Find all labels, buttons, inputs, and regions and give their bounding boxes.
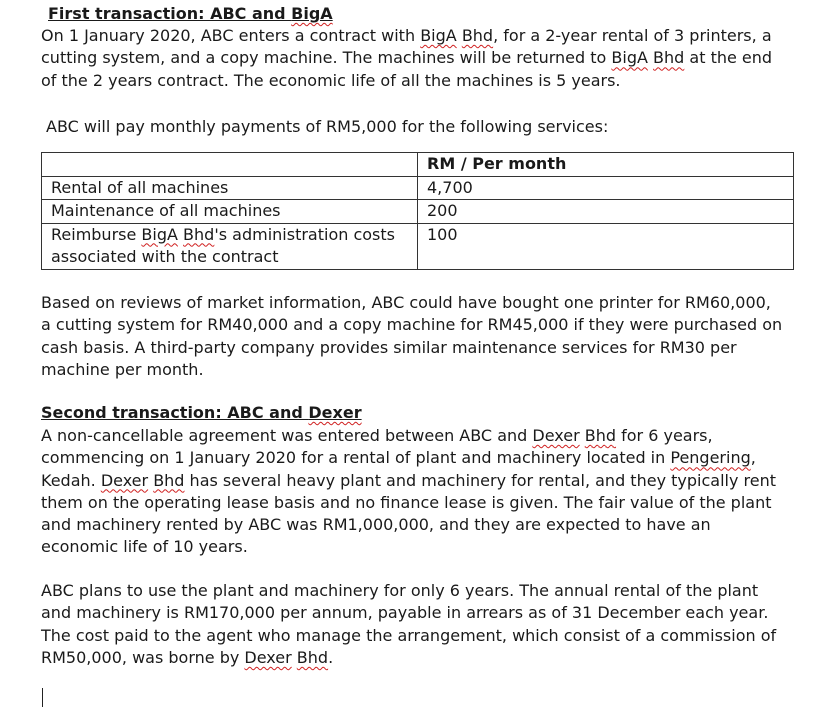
text-line: a cutting system for RM40,000 and a copy machine for RM45,000 if they were purchased on xyxy=(41,315,783,335)
amount-cell: 200 xyxy=(418,200,794,224)
table-row xyxy=(42,223,794,269)
section1-heading: First transaction: ABC and BigA xyxy=(48,4,333,23)
payment-intro xyxy=(46,116,806,138)
spelling-flag: BigA xyxy=(291,4,333,23)
table-header-cell xyxy=(42,153,418,177)
spelling-flag: Dexer xyxy=(308,403,362,422)
text-line: cutting system, and a copy machine. The machines will be returned to BigA Bhd at the end xyxy=(41,48,773,68)
spelling-flag: Bhd xyxy=(653,48,685,68)
section2-paragraph1 xyxy=(41,425,801,559)
section1-paragraph2 xyxy=(41,292,801,381)
section2-paragraph2 xyxy=(41,580,801,669)
table-row xyxy=(42,200,794,224)
text-line: and machinery rented by ABC was RM1,000,000, and they are expected to have an xyxy=(41,515,711,535)
spelling-flag: Dexer xyxy=(532,426,580,445)
spelling-flag: Bhd xyxy=(296,647,329,667)
text-line: The cost paid to the agent who manage the arrangement, which consist of a commission of xyxy=(41,625,777,645)
text-line: cash basis. A third-party company provides similar maintenance services for RM30 per xyxy=(41,337,737,357)
amount-cell: 4,700 xyxy=(418,176,794,200)
spelling-flag: Bhd xyxy=(461,26,494,45)
spelling-flag: BigA xyxy=(611,48,648,68)
text-line: machine per month. xyxy=(41,359,204,379)
spelling-flag: BigA xyxy=(141,224,178,244)
service-line: associated with the contract xyxy=(51,247,279,266)
text-line: RM50,000, was borne by Dexer Bhd. xyxy=(41,647,334,667)
table-row xyxy=(42,176,794,200)
text-line: Based on reviews of market information, ABC could have bought one printer for RM60,000, xyxy=(41,293,771,312)
text-line: and machinery is RM170,000 per annum, payable in arrears as of 31 December each year. xyxy=(41,603,769,623)
section1-paragraph1 xyxy=(41,25,801,92)
amount-cell: 100 xyxy=(418,223,794,269)
table-header-cell: RM / Per month xyxy=(418,153,794,177)
text-line: ABC plans to use the plant and machinery for only 6 years. The annual rental of the plant xyxy=(41,581,759,600)
text-line: Kedah. Dexer Bhd has several heavy plant and machinery for rental, and they typically rent xyxy=(41,470,776,490)
spelling-flag: Bhd xyxy=(183,224,215,244)
spelling-flag: Dexer xyxy=(244,647,292,667)
text-cursor xyxy=(42,688,43,707)
spelling-flag: Bhd xyxy=(153,470,185,490)
table-header-row xyxy=(42,153,794,177)
spelling-flag: Pengering xyxy=(670,448,751,468)
spelling-flag: BigA xyxy=(420,26,457,45)
text-line: commencing on 1 January 2020 for a rental of plant and machinery located in Pengering, xyxy=(41,448,756,468)
text-line: A non-cancellable agreement was entered between ABC and Dexer Bhd for 6 years, xyxy=(41,426,713,445)
services-table xyxy=(41,152,794,270)
text-line: On 1 January 2020, ABC enters a contract with BigA Bhd, for a 2-year rental of 3 printers, a xyxy=(41,26,772,45)
text-line: of the 2 years contract. The economic life of all the machines is 5 years. xyxy=(41,70,621,90)
service-cell xyxy=(42,223,418,269)
service-line: Reimburse BigA Bhd's administration costs xyxy=(51,224,395,244)
text-line: them on the operating lease basis and no finance lease is given. The fair value of the plant xyxy=(41,492,772,512)
service-cell: Maintenance of all machines xyxy=(42,200,418,224)
text-line: ABC will pay monthly payments of RM5,000 for the following services: xyxy=(46,117,609,136)
service-cell: Rental of all machines xyxy=(42,176,418,200)
section2-heading: Second transaction: ABC and Dexer xyxy=(41,403,362,422)
text-line: economic life of 10 years. xyxy=(41,537,248,557)
spelling-flag: Dexer xyxy=(100,470,149,490)
spelling-flag: Bhd xyxy=(584,426,617,445)
